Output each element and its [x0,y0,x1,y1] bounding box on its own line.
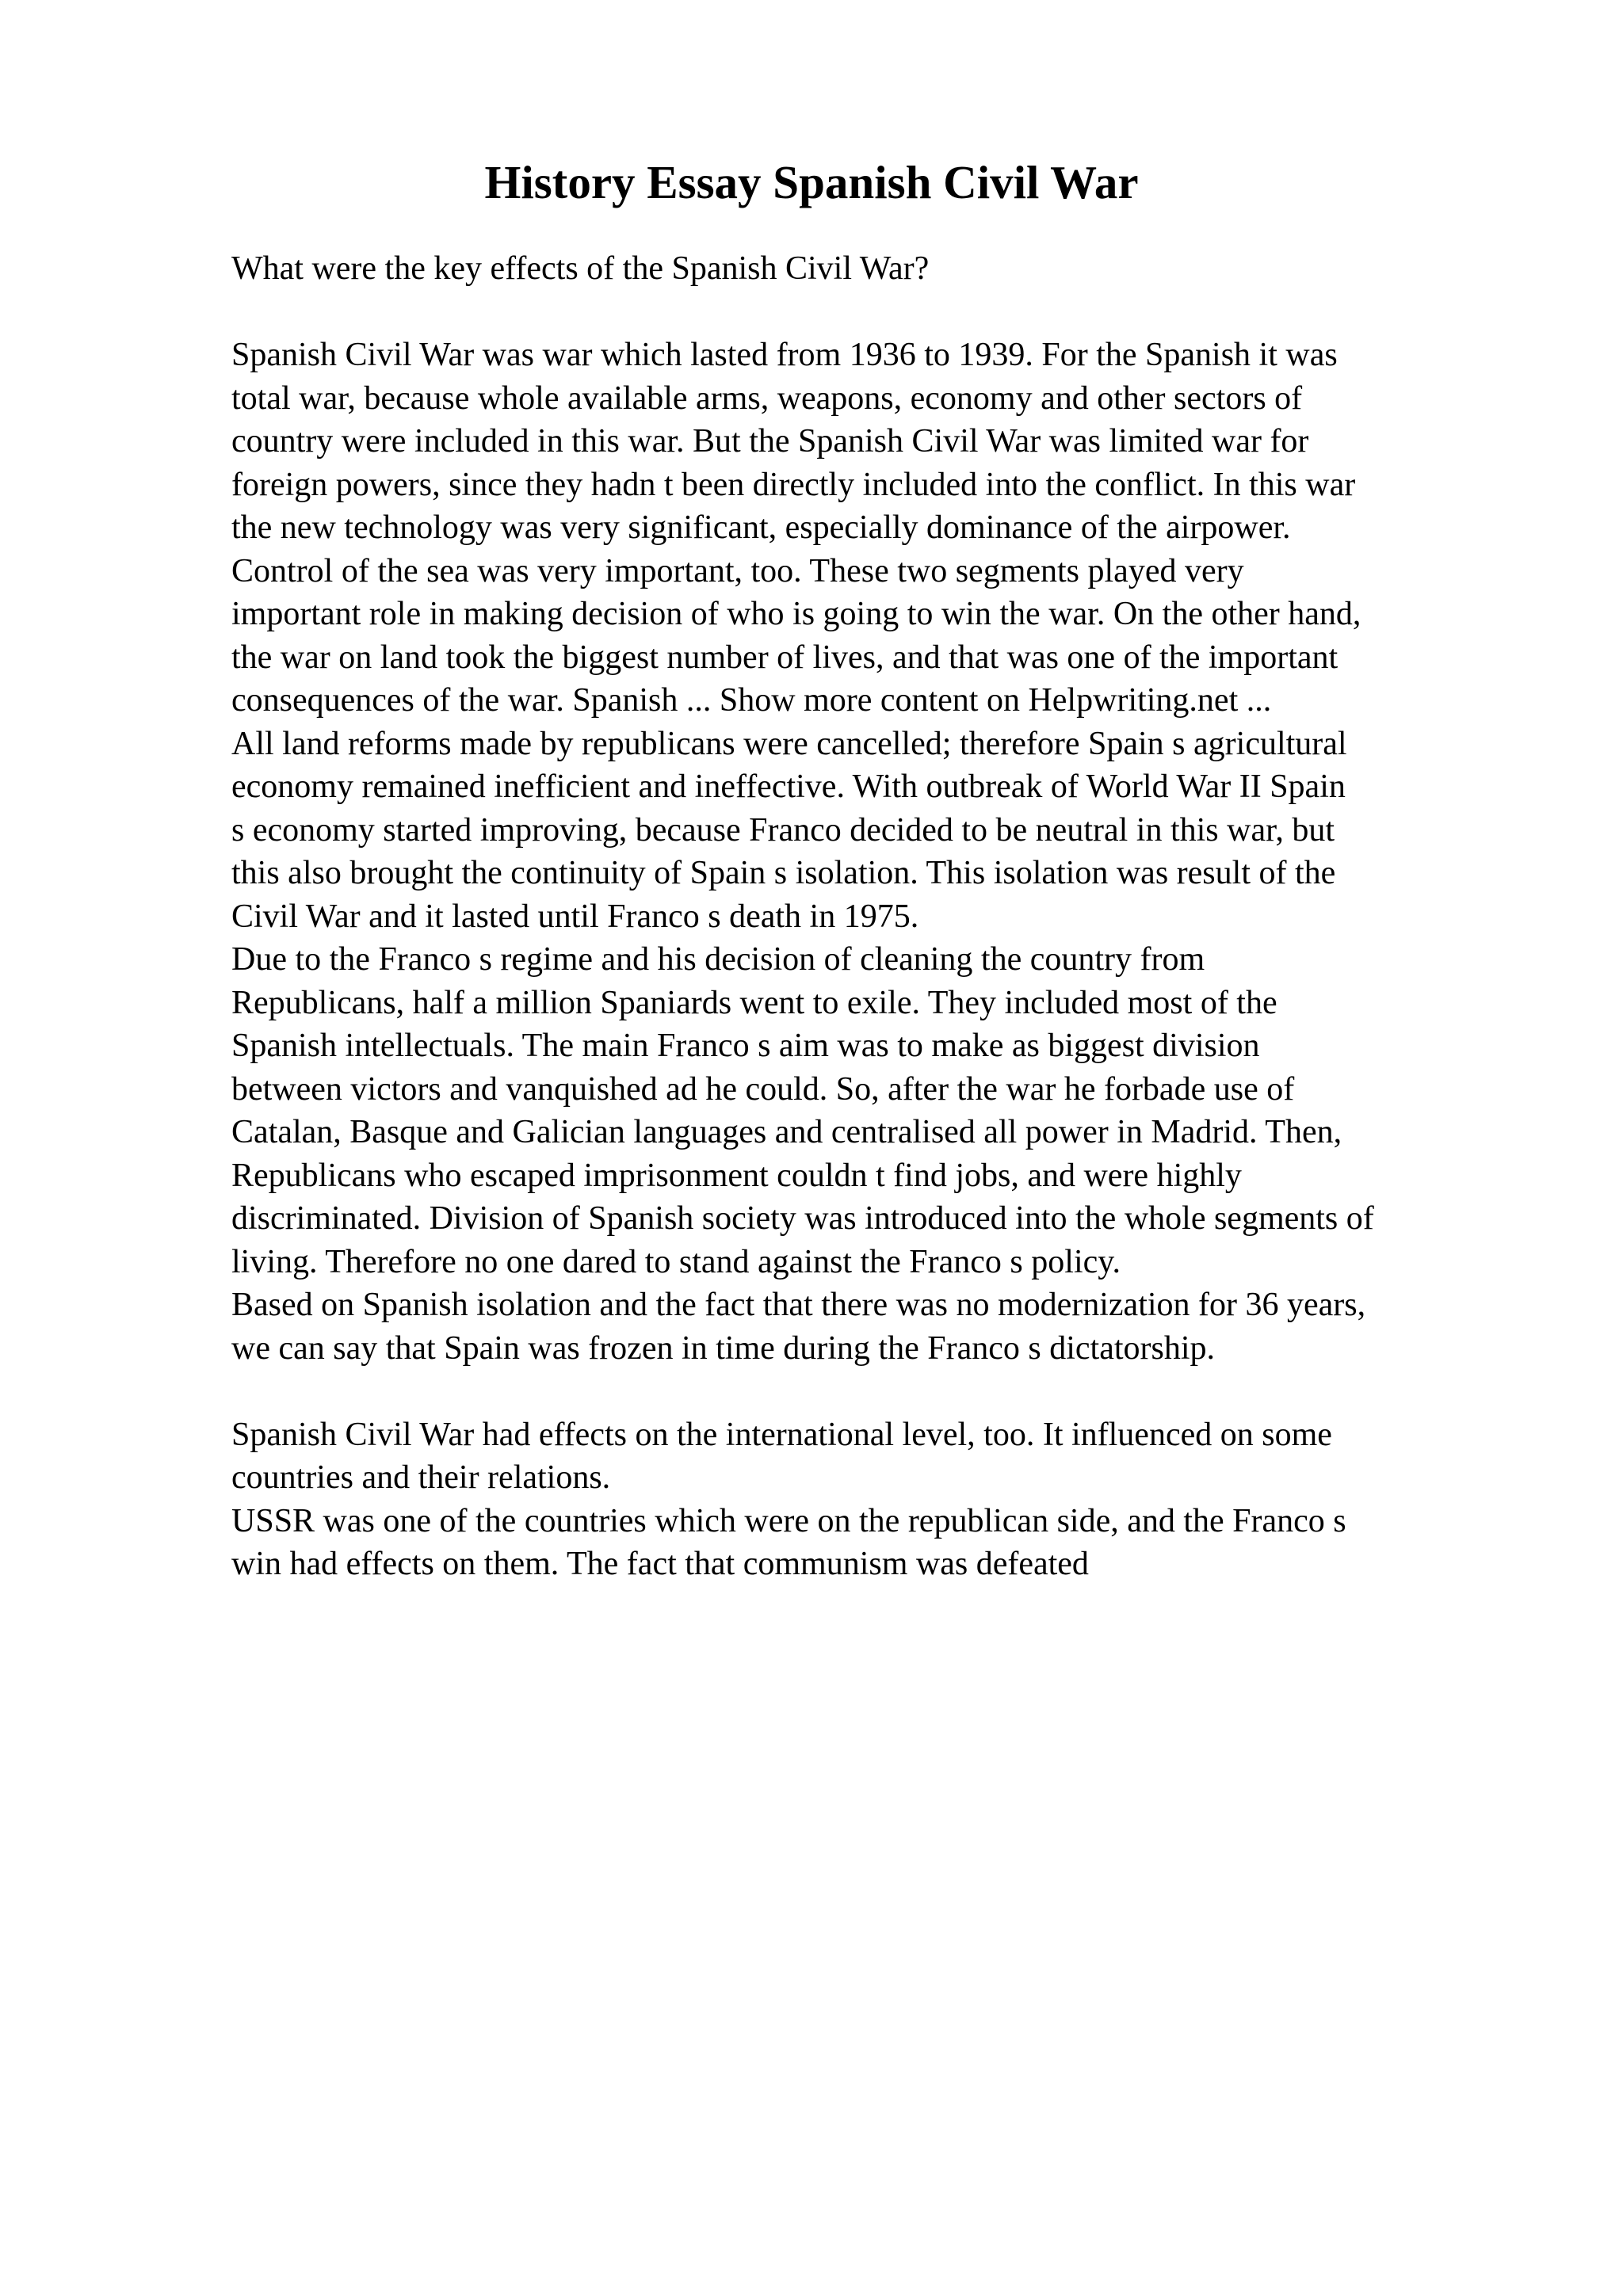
document-title: History Essay Spanish Civil War [484,156,1139,208]
text-line: important role in making decision of who is going to win the war. On the other hand, [231,596,1361,632]
text-line: Spanish Civil War was war which lasted from 1936 to 1939. For the Spanish it was [231,337,1338,373]
paragraph-spacer [231,291,1515,334]
text-line: All land reforms made by republicans were cancelled; therefore Spain s agricultural [231,725,1347,762]
text-line: Civil War and it lasted until Franco s death in 1975. [231,898,919,935]
text-line: we can say that Spain was frozen in time during the Franco s dictatorship. [231,1329,1216,1367]
text-line: win had effects on them. The fact that communism was defeated [231,1546,1089,1582]
text-line: countries and their relations. [231,1459,611,1496]
text-line: between victors and vanquished ad he could. So, after the war he forbade use of [231,1070,1295,1108]
text-line: this also brought the continuity of Spain s isolation. This isolation was result of the [231,855,1336,891]
text-line: living. Therefore no one dared to stand against the Franco s policy. [231,1243,1121,1280]
text-line: s economy started improving, because Franco decided to be neutral in this war, but [231,811,1335,849]
text-line: Spanish Civil War had effects on the international level, too. It influenced on some [231,1416,1332,1453]
text-line: Based on Spanish isolation and the fact that there was no modernization for 36 years, [231,1287,1366,1323]
text-line: Due to the Franco s regime and his decision of cleaning the country from [231,941,1205,978]
document-body [231,247,1515,1586]
text-line: discriminated. Division of Spanish society was introduced into the whole segments of [231,1200,1374,1237]
text-line: USSR was one of the countries which were on the republican side, and the Franco s [231,1502,1346,1539]
text-line: country were included in this war. But the Spanish Civil War was limited war for [231,423,1309,460]
paragraph-1 [231,334,1515,1370]
text-line: Catalan, Basque and Galician languages and centralised all power in Madrid. Then, [231,1114,1342,1150]
text-line: total war, because whole available arms, weapons, economy and other sectors of [231,379,1303,417]
text-line: the new technology was very significant, especially dominance of the airpower. [231,509,1291,546]
text-line: Republicans, half a million Spaniards went to exile. They included most of the [231,984,1277,1021]
paragraph-2 [231,1413,1515,1586]
text-line: Control of the sea was very important, too. These two segments played very [231,552,1244,589]
text-line: Spanish intellectuals. The main Franco s aim was to make as biggest division [231,1028,1260,1064]
text-line: the war on land took the biggest number of lives, and that was one of the important [231,639,1338,676]
essay-question: What were the key effects of the Spanish Civil War? [231,250,930,287]
text-line: Republicans who escaped imprisonment couldn t find jobs, and were highly [231,1157,1242,1194]
text-line: foreign powers, since they hadn t been directly included into the conflict. In this war [231,466,1356,503]
paragraph-spacer [231,1370,1515,1413]
text-line: economy remained inefficient and ineffective. With outbreak of World War II Spain [231,769,1346,805]
text-line: consequences of the war. Spanish ... Show more content on Helpwriting.net ... [231,682,1272,719]
